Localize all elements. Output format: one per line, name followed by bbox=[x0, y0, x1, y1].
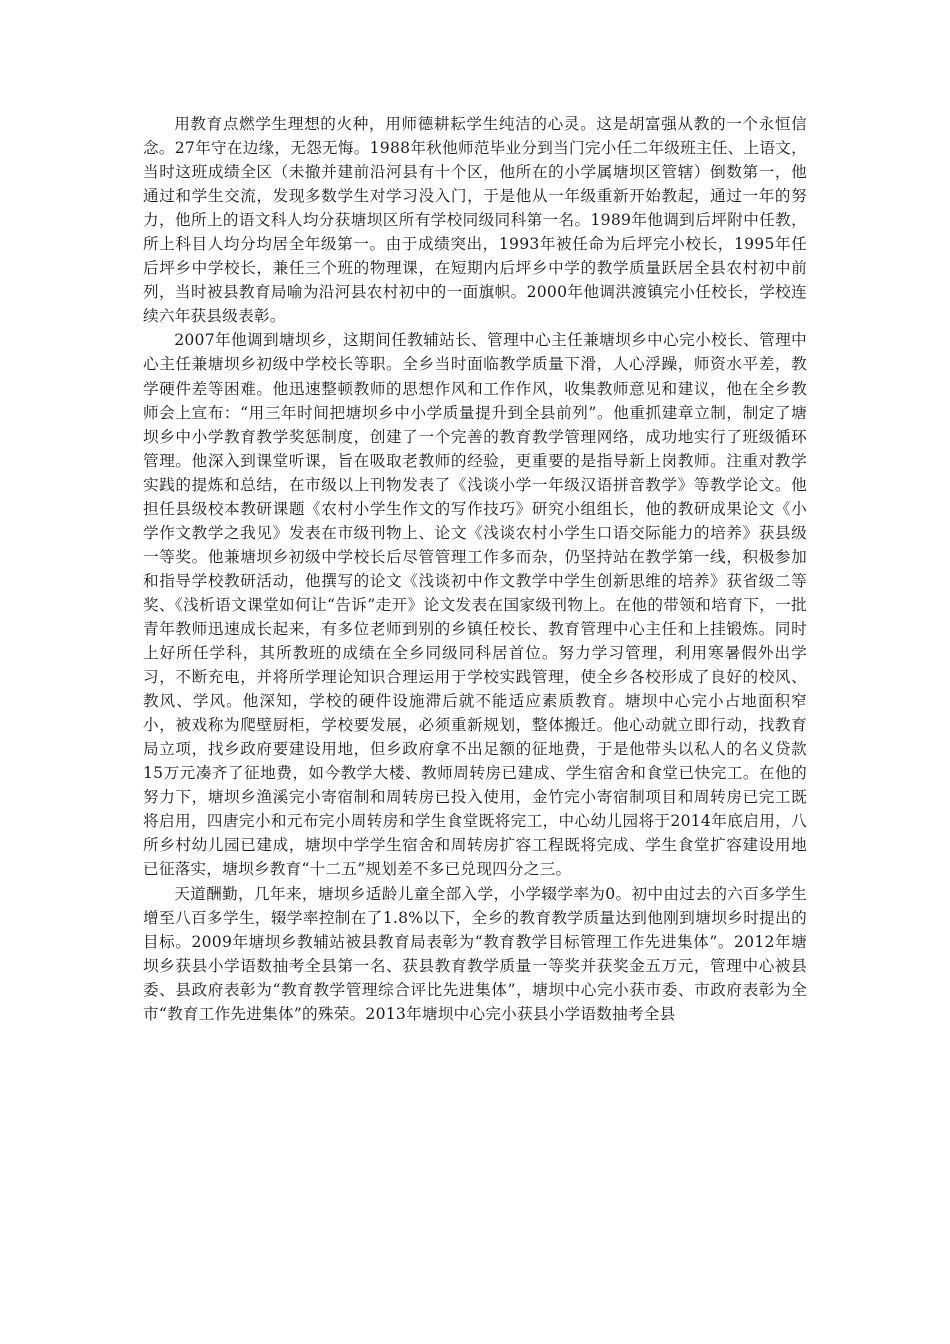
paragraph-1: 用教育点燃学生理想的火种，用师德耕耘学生纯洁的心灵。这是胡富强从教的一个永恒信念。27年守在边缘，无怨无悔。1988年秋他师范毕业分到当门完小任二年级班主任、上语文，当时这班成绩全区（未撤并建前沿河县有十个区，他所在的小学属塘坝区管辖）倒数第一，他通过和学生交流，发现多数学生对学习没入门，于是他从一年级重新开始教起，通过一年的努力，他所上的语文科人均分获塘坝区所有学校同级同科第一名。1989年他调到后坪附中任教，所上科目人均分均居全年级第一。由于成绩突出，1993年被任命为后坪完小校长，1995年任后坪乡中学校长，兼任三个班的物理课，在短期内后坪乡中学的教学质量跃居全县农村初中前列，当时被县教育局喻为沿河县农村初中的一面旗帜。2000年他调洪渡镇完小任校长，学校连续六年获县级表彰。 bbox=[143, 115, 807, 326]
paragraph-3: 天道酬勤，几年来，塘坝乡适龄儿童全部入学，小学辍学率为0。初中由过去的六百多学生增至八百多学生，辍学率控制在了1.8%以下，全乡的教育教学质量达到他刚到塘坝乡时提出的目标。2009年塘坝乡教辅站被县教育局表彰为“教育教学目标管理工作先进集体”。2012年塘坝乡获县小学语数抽考全县第一名、获县教育教学质量一等奖并获奖金五万元，管理中心被县委、县政府表彰为“教育教学管理综合评比先进集体”，塘坝中心完小获市委、市政府表彰为全市“教育工作先进集体”的殊荣。2013年塘坝中心完小获县小学语数抽考全县 bbox=[143, 884, 807, 1023]
document-body bbox=[143, 112, 807, 1026]
paragraph-2: 2007年他调到塘坝乡，这期间任教辅站长、管理中心主任兼塘坝乡中心完小校长、管理中心主任兼塘坝乡初级中学校长等职。全乡当时面临教学质量下滑，人心浮躁，师资水平差，教学硬件差等困难。他迅速整顿教师的思想作风和工作作风，收集教师意见和建议，他在全乡教师会上宣布：“用三年时间把塘坝乡中小学质量提升到全县前列”。他重抓建章立制，制定了塘坝乡中小学教育教学奖惩制度，创建了一个完善的教育教学管理网络，成功地实行了班级循环管理。他深入到课堂听课，旨在吸取老教师的经验，更重要的是指导新上岗教师。注重对教学实践的提炼和总结，在市级以上刊物发表了《浅谈小学一年级汉语拼音教学》等教学论文。他担任县级校本教研课题《农村小学生作文的写作技巧》研究小组组长，他的教研成果论文《小学作文教学之我见》发表在市级刊物上、论文《浅谈农村小学生口语交际能力的培养》获县级一等奖。他兼塘坝乡初级中学校长后尽管管理工作多而杂，仍坚持站在教学第一线，积极参加和指导学校教研活动，他撰写的论文《浅谈初中作文教学中学生创新思维的培养》获省级二等奖、《浅析语文课堂如何让“告诉”走开》论文发表在国家级刊物上。在他的带领和培育下，一批青年教师迅速成长起来，有多位老师到别的乡镇任校长、教育管理中心主任和上挂锻炼。同时上好所任学科，其所教班的成绩在全乡同级同科居首位。努力学习管理，利用寒暑假外出学习，不断充电，并将所学理论知识合理运用于学校实践管理，使全乡各校形成了良好的校风、教风、学风。他深知，学校的硬件设施滞后就不能适应素质教育。塘坝中心完小占地面积窄小，被戏称为爬壁厨柜，学校要发展，必须重新规划，整体搬迁。他心动就立即行动，找教育局立项，找乡政府要建设用地，但乡政府拿不出足额的征地费，于是他带头以私人的名义贷款15万元凑齐了征地费，如今教学大楼、教师周转房已建成、学生宿舍和食堂已快完工。在他的努力下，塘坝乡渔溪完小寄宿制和周转房已投入使用，金竹完小寄宿制项目和周转房已完工既将启用，四唐完小和元布完小周转房和学生食堂既将完工，中心幼儿园将于2014年底启用，八所乡村幼儿园已建成，塘坝中学学生宿舍和周转房扩容工程既将完成、学生食堂扩容建设用地已征落实，塘坝乡教育“十二五”规划差不多已兑现四分之三。 bbox=[143, 331, 807, 879]
